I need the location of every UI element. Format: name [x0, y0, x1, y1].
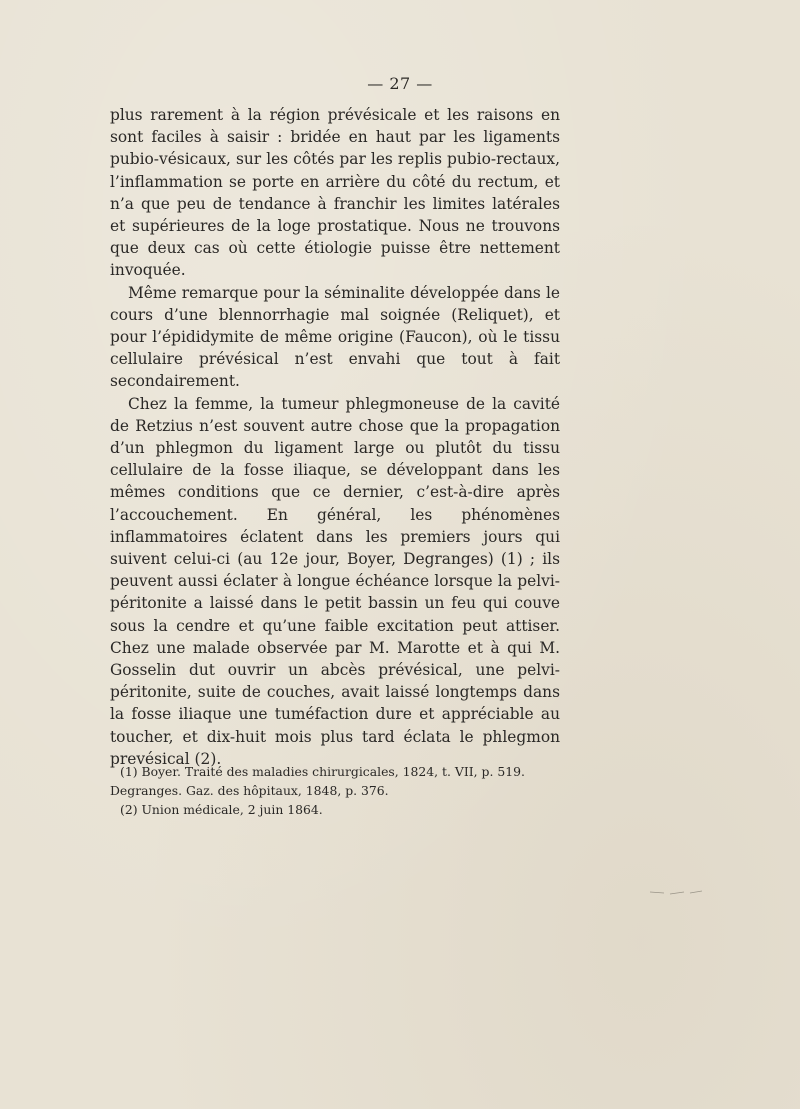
paragraph-2: Même remarque pour la séminalite développée dans le cours d’une blennorrhagie mal soignée (Reliquet), et pour l’épididymite de même origine (Faucon), où le tissu cellulaire prévésical n’est envahi que tout à fait secondairement.	[110, 283, 560, 391]
footnote-2: (2) Union médicale, 2 juin 1864.	[120, 802, 323, 817]
footnote-1: (1) Boyer. Traité des maladies chirurgicales, 1824, t. VII, p. 519. Degranges. Gaz. des hôpitaux, 1848, p. 376.	[110, 764, 525, 798]
footnotes	[110, 762, 560, 819]
paragraph-3: Chez la femme, la tumeur phlegmoneuse de la cavité de Retzius n’est souvent autre chose que la propagation d’un phlegmon du ligament large ou plutôt du tissu cellulaire de la fosse iliaque, se développant dans les mêmes conditions que ce dernier, c’est-à-dire après l’accouchement. En général, les phénomènes inflammatoires éclatent dans les premiers jours qui suivent celui-ci (au 12e jour, Boyer, Degranges) (1) ; ils peuvent aussi éclater à longue échéance lorsque la pelvi-péritonite a laissé dans le petit bassin un feu qui couve sous la cendre et qu’une faible excitation peut attiser. Chez une malade observée par M. Marotte et à qui M. Gosselin dut ouvrir un abcès prévésical, une pelvi-péritonite, suite de couches, avait laissé longtemps dans la fosse iliaque une tuméfaction dure et appréciable au toucher, et dix-huit mois plus tard éclata le phlegmon prevésical (2).	[110, 394, 560, 768]
paper-specks	[640, 880, 720, 900]
paragraph-1: plus rarement à la région prévésicale et les raisons en sont faciles à saisir : bridée en haut par les ligaments pubio-vésicaux, sur les côtés par les replis pubio-rectaux, l’inflammation se porte en arrière du côté du rectum, et n’a que peu de tendance à franchir les limites latérales et supérieures de la loge prostatique. Nous ne trouvons que deux cas où cette étiologie puisse être nettement invoquée.	[110, 106, 560, 280]
page-number: — 27 —	[367, 74, 433, 93]
body-text	[110, 104, 560, 770]
